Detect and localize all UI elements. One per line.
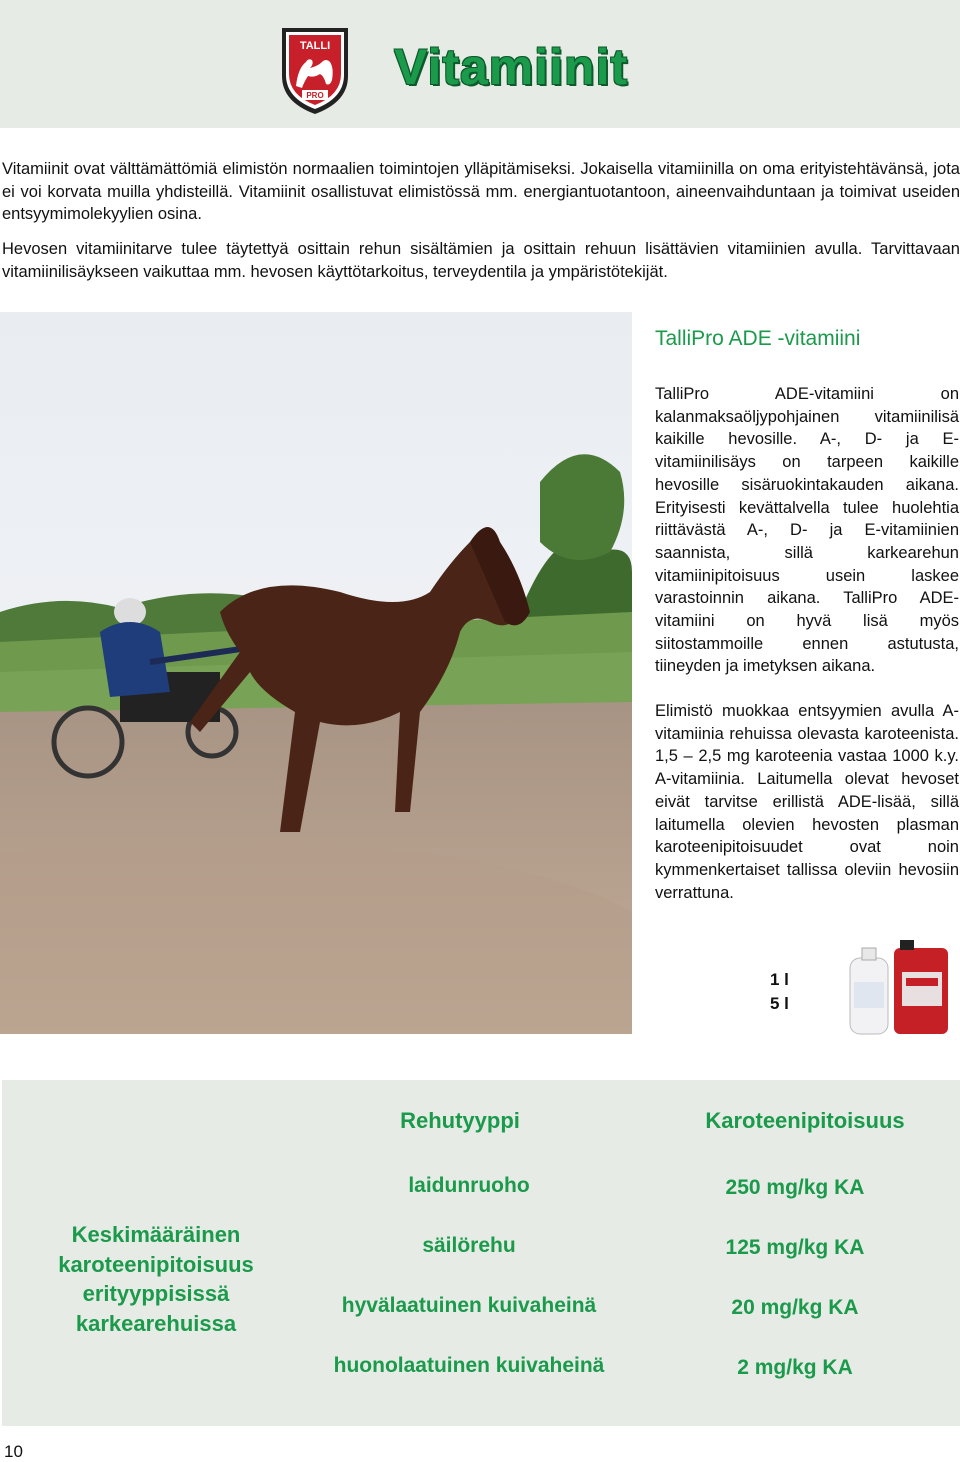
size-5l: 5 l [770,994,789,1013]
row-label: Keskimääräinen karoteenipitoisuus erityyppisissä karkearehuissa [58,1222,254,1336]
horse-photo [0,312,632,1034]
intro-paragraph-2: Hevosen vitamiinitarve tulee täytettyä osittain rehun sisältämien ja osittain rehuun lisättävien vitamiinien avulla. Tarvittavaan vitamiinilisäykseen vaikuttaa mm. hevosen käyttötarkoitus, terveydentila ja ympäristötekijät. [2,240,960,281]
table-cell-feed: säilörehu [422,1234,516,1257]
table-cell-feed: hyvälaatuinen kuivaheinä [341,1294,597,1317]
table-cell-carotene: 20 mg/kg KA [731,1296,859,1319]
intro-paragraph-1: Vitamiinit ovat välttämättömiä elimistön normaalien toimintojen ylläpitämiseksi. Jokaisella vitamiinilla on oma erityistehtävänsä, jota ei voi korvata muilla yhdisteillä. Vitamiinit osallistuvat elimistössä mm. energiantuotantoon, aineenvaihduntaan ja toimivat useiden entsyymimolekyylien osina. [2,160,960,223]
svg-text:PRO: PRO [306,91,324,100]
column-header-carotene: Karoteenipitoisuus [705,1108,905,1133]
table-cell-carotene: 125 mg/kg KA [725,1236,865,1259]
table-cell-carotene: 250 mg/kg KA [725,1176,865,1199]
page-number: 10 [4,1442,23,1461]
size-1l: 1 l [770,970,789,989]
product-paragraph-2: Elimistö muokkaa entsyymien avulla A-vitamiinia rehuissa olevasta karoteenista. 1,5 – 2,5 mg karoteenia vastaa 1000 k.y. A-vitamiinia. Laitumella olevat hevoset eivät tarvitse erillistä ADE-lisää, sillä laitumella olevien hevosten plasman karoteenipitoisuudet ovat noin kymmenkertaiset tallissa oleviin hevosiin verrattuna. [655,702,959,902]
table-cell-feed: huonolaatuinen kuivaheinä [333,1354,605,1377]
table-cell-carotene: 2 mg/kg KA [737,1356,853,1379]
product-paragraph-1: TalliPro ADE-vitamiini on kalanmaksaöljypohjainen vitamiinilisä kaikille hevosille. A-, D- ja E-vitamiinilisäys on tarpeen kaikille hevosille sisäruokintakauden aikana. Erityisesti kevättalvella tulee huolehtia riittävästä A-, D- ja E-vitamiinien saannista, sillä karkearehun vitamiinipitoisuus usein laskee varastoinnin aikana. TalliPro ADE-vitamiini on hyvä lisä myös siitostammoille ennen astutusta, tiineyden ja imetyksen aikana. [655,385,959,676]
table-cell-feed: laidunruoho [408,1174,530,1197]
product-heading: TalliPro ADE -vitamiini [655,327,861,350]
page-title: Vitamiinit [394,39,629,95]
column-header-feed-type: Rehutyyppi [400,1108,520,1133]
package-sizes [770,968,789,1016]
tallipro-logo [278,24,352,116]
product-bottles [846,938,952,1036]
header-band [0,0,960,128]
svg-text:TALLI: TALLI [299,40,331,52]
